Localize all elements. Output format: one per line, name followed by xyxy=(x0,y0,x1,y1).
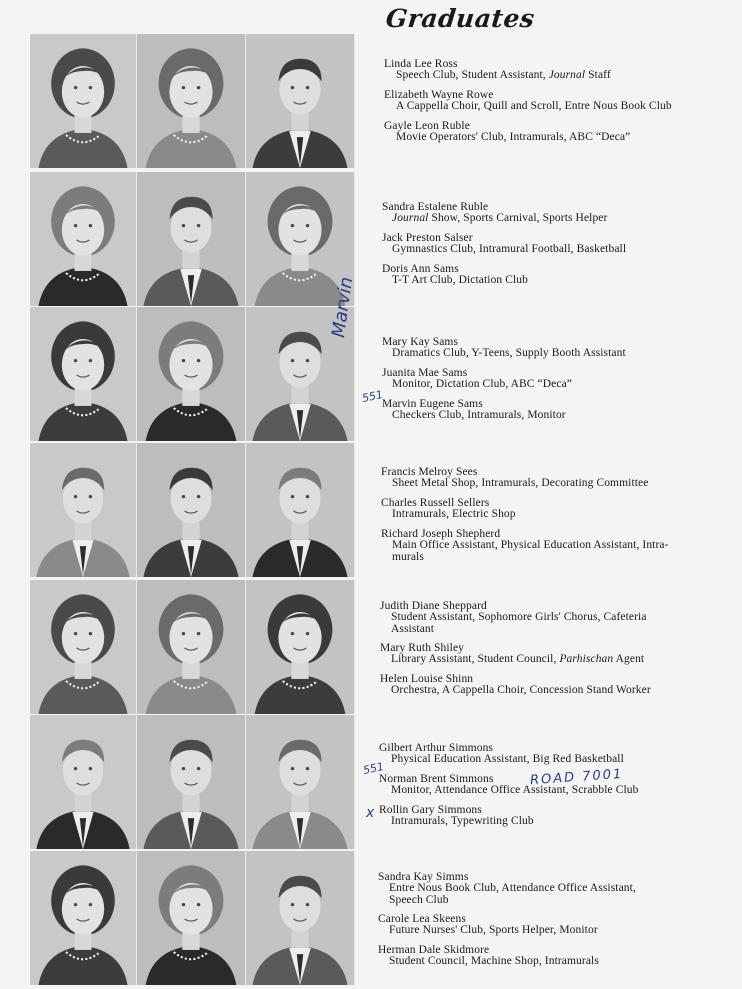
graduate-activities xyxy=(392,509,706,521)
graduate-name: Doris Ann Sams xyxy=(382,263,459,275)
graduate-name: Carole Lea Skeens xyxy=(378,913,466,925)
graduate-activities xyxy=(392,540,706,563)
graduate-name: Rollin Gary Simmons xyxy=(379,804,482,816)
graduate-activities xyxy=(392,244,706,256)
activities-text: Speech Club xyxy=(389,893,449,906)
activities-text: Orchestra, A Cappella Choir, Concession Stand Worker xyxy=(391,684,651,696)
graduate-name: Mary Ruth Shiley xyxy=(380,642,465,654)
handwritten-marvin: Marvin xyxy=(328,275,358,339)
graduate-activities xyxy=(391,816,706,828)
activities-text: Assistant xyxy=(391,622,435,635)
graduate-name: Helen Louise Shinn xyxy=(380,673,474,685)
graduate-activities xyxy=(392,275,706,287)
graduate-activities xyxy=(391,754,706,766)
activities-text: Future Nurses' Club, Sports Helper, Monitor xyxy=(389,924,598,936)
graduate-name: Judith Diane Sheppard xyxy=(380,600,487,612)
graduate-name: Herman Dale Skidmore xyxy=(378,944,490,956)
graduate-activities xyxy=(396,70,706,82)
graduate-activities xyxy=(392,478,706,490)
activities-text: Monitor, Dictation Club, ABC “Deca” xyxy=(392,378,572,390)
activities-text: Dramatics Club, Y-Teens, Supply Booth Assistant xyxy=(392,347,626,359)
activities-text: Journal xyxy=(548,69,586,81)
graduate-name: Norman Brent Simmons xyxy=(379,773,494,785)
graduate-name: Francis Melroy Sees xyxy=(381,466,478,478)
activities-text: Monitor, Attendance Office Assistant, Scrabble Club xyxy=(391,784,639,796)
activities-text: Checkers Club, Intramurals, Monitor xyxy=(392,409,566,421)
graduate-name: Linda Lee Ross xyxy=(384,58,458,70)
activities-text: Physical Education Assistant, Big Red Basketball xyxy=(391,753,624,765)
graduate-activities xyxy=(392,379,706,391)
handwritten-x-mark: x xyxy=(366,805,375,821)
graduate-name: Marvin Eugene Sams xyxy=(382,398,483,410)
handwritten-scribble: ROAD 7001 xyxy=(529,766,624,789)
graduate-name: Juanita Mae Sams xyxy=(382,367,468,379)
activities-text: Sheet Metal Shop, Intramurals, Decorating Committee xyxy=(392,477,649,489)
graduate-name: Sandra Estalene Ruble xyxy=(382,201,489,213)
activities-text: Library Assistant, Student Council, xyxy=(391,653,560,665)
graduate-activities xyxy=(391,685,706,697)
activities-text: Journal xyxy=(392,212,429,224)
activities-text: Main Office Assistant, Physical Education Assistant, Intra- xyxy=(392,539,669,551)
graduate-name: Sandra Kay Simms xyxy=(378,871,469,883)
activities-text: Staff xyxy=(585,69,611,81)
graduate-activities xyxy=(392,348,706,360)
activities-text: Parhischan xyxy=(559,653,614,665)
graduate-activities xyxy=(396,132,706,144)
handwritten-number: 551 xyxy=(360,387,385,406)
activities-text: Intramurals, Electric Shop xyxy=(392,508,516,520)
activities-text: Entre Nous Book Club, Attendance Office Assistant, xyxy=(389,882,636,894)
handwritten-number: 551 xyxy=(361,759,386,778)
graduate-activities xyxy=(392,410,706,422)
graduate-name: Charles Russell Sellers xyxy=(381,497,490,509)
activities-text: A Cappella Choir, Quill and Scroll, Entre Nous Book Club xyxy=(396,100,672,112)
graduate-name: Jack Preston Salser xyxy=(382,232,473,244)
activities-text: Student Assistant, Sophomore Girls' Chorus, Cafeteria xyxy=(391,611,647,623)
graduate-activities xyxy=(391,654,706,666)
graduate-name: Gayle Leon Ruble xyxy=(384,120,470,132)
activities-text: Intramurals, Typewriting Club xyxy=(391,815,534,827)
graduate-activities xyxy=(392,213,706,225)
activities-text: T-T Art Club, Dictation Club xyxy=(392,274,529,286)
page-title: Graduates xyxy=(384,4,537,33)
graduate-activities xyxy=(389,956,706,968)
graduate-name: Gilbert Arthur Simmons xyxy=(379,742,494,754)
graduate-activities xyxy=(389,883,706,906)
activities-text: Show, Sports Carnival, Sports Helper xyxy=(428,212,608,224)
activities-text: Movie Operators' Club, Intramurals, ABC “Deca” xyxy=(396,131,631,143)
activities-text: Student Council, Machine Shop, Intramurals xyxy=(389,955,599,967)
graduate-name: Elizabeth Wayne Rowe xyxy=(384,89,494,101)
activities-text: murals xyxy=(392,550,424,563)
activities-text: Gymnastics Club, Intramural Football, Basketball xyxy=(392,243,627,255)
activities-text: Speech Club, Student Assistant, xyxy=(396,69,549,81)
graduate-activities xyxy=(391,612,706,635)
graduate-name: Richard Joseph Shepherd xyxy=(381,528,501,540)
graduate-name: Mary Kay Sams xyxy=(382,336,459,348)
graduate-activities xyxy=(389,925,706,937)
graduate-activities xyxy=(396,101,706,113)
activities-text: Agent xyxy=(613,653,645,665)
